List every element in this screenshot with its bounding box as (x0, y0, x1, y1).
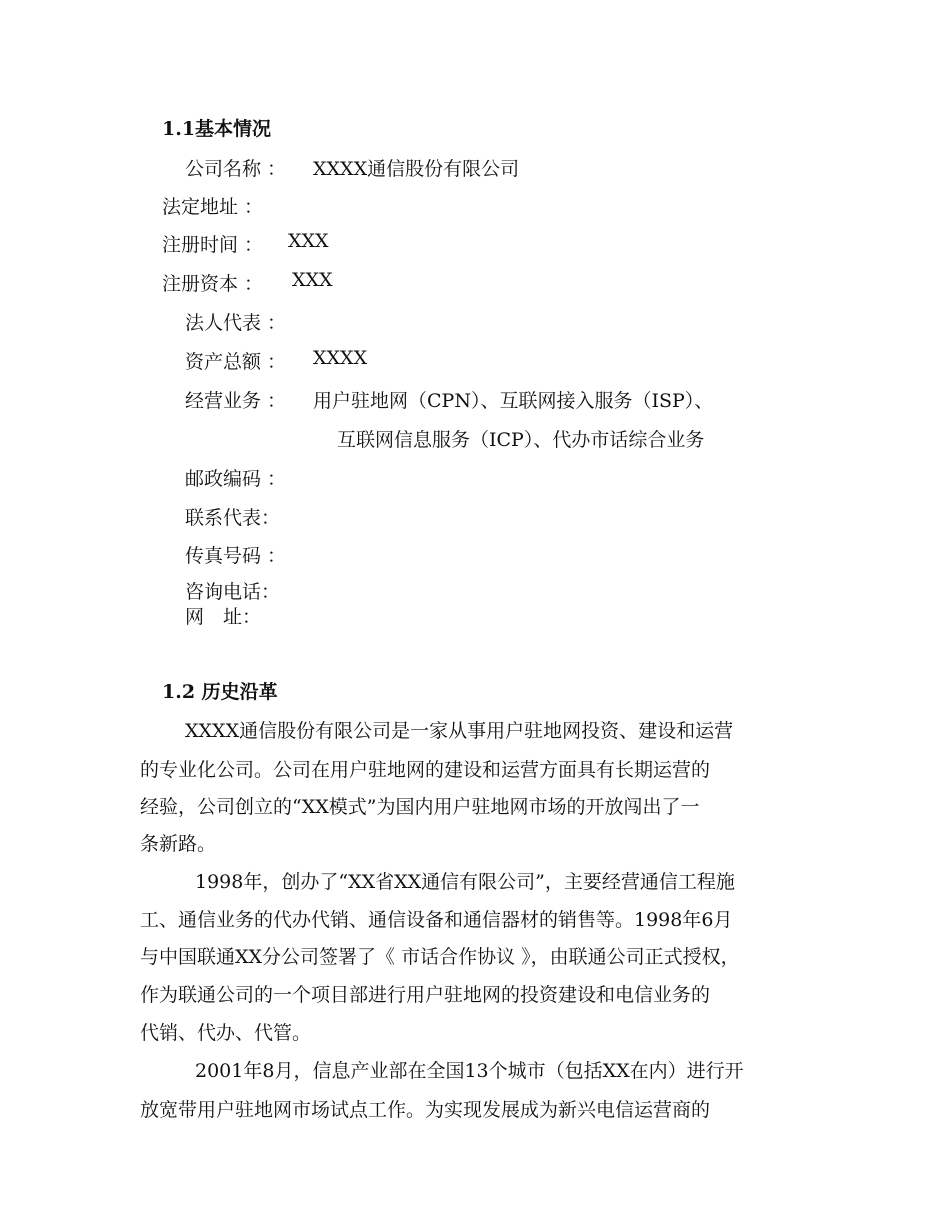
paragraph-line: 条新路。 (140, 833, 217, 855)
paragraph-line: 2001年8月，信息产业部在全国13个城市（包括XX在内）进行开 (195, 1060, 744, 1082)
label-legal-address: 法定地址 ： (162, 196, 264, 218)
section-heading-basic-info: 1.1基本情况 (162, 118, 272, 140)
value-total-assets: XXXX (313, 347, 368, 369)
label-business-scope: 经营业务 ： (185, 390, 287, 412)
value-company-name: XXXX通信股份有限公司 (313, 158, 520, 180)
paragraph-line: 经验，公司创立的“XX模式”为国内用户驻地网市场的开放闯出了一 (140, 796, 700, 818)
paragraph-line: 放宽带用户驻地网市场试点工作。为实现发展成为新兴电信运营商的 (140, 1099, 711, 1121)
label-website: 网 址： (185, 606, 262, 628)
paragraph-line: 的专业化公司。公司在用户驻地网的建设和运营方面具有长期运营的 (140, 759, 711, 781)
label-postal-code: 邮政编码 ： (185, 468, 287, 490)
section-heading-history: 1.2 历史沿革 (162, 681, 278, 703)
label-contact-representative: 联系代表： (185, 507, 281, 529)
paragraph-line: 与中国联通XX分公司签署了《 市话合作协议 》，由联通公司正式授权， (140, 946, 740, 968)
label-legal-representative: 法人代表 ： (185, 312, 287, 334)
paragraph-line: 工、通信业务的代办代销、通信设备和通信器材的销售等。1998年6月 (140, 909, 733, 931)
label-fax-number: 传真号码 ： (185, 545, 287, 567)
label-total-assets: 资产总额 ： (185, 351, 287, 373)
paragraph-line: 代销、代办、代管。 (140, 1022, 312, 1044)
paragraph-line: 1998年，创办了“XX省XX通信有限公司”，主要经营通信工程施 (195, 871, 735, 893)
paragraph-line: 作为联通公司的一个项目部进行用户驻地网的投资建设和电信业务的 (140, 984, 711, 1006)
label-company-name: 公司名称 ： (185, 158, 287, 180)
paragraph-line: XXXX通信股份有限公司是一家从事用户驻地网投资、建设和运营 (185, 720, 734, 742)
value-registered-capital: XXX (292, 269, 333, 291)
value-registration-date: XXX (288, 230, 329, 252)
value-business-scope-line1: 用户驻地网（CPN）、互联网接入服务（ISP）、 (313, 390, 714, 412)
label-registration-date: 注册时间 ： (162, 234, 264, 256)
value-business-scope-line2: 互联网信息服务（ICP）、代办市话综合业务 (337, 429, 705, 451)
label-inquiry-phone: 咨询电话： (185, 581, 281, 603)
label-registered-capital: 注册资本 ： (162, 273, 264, 295)
